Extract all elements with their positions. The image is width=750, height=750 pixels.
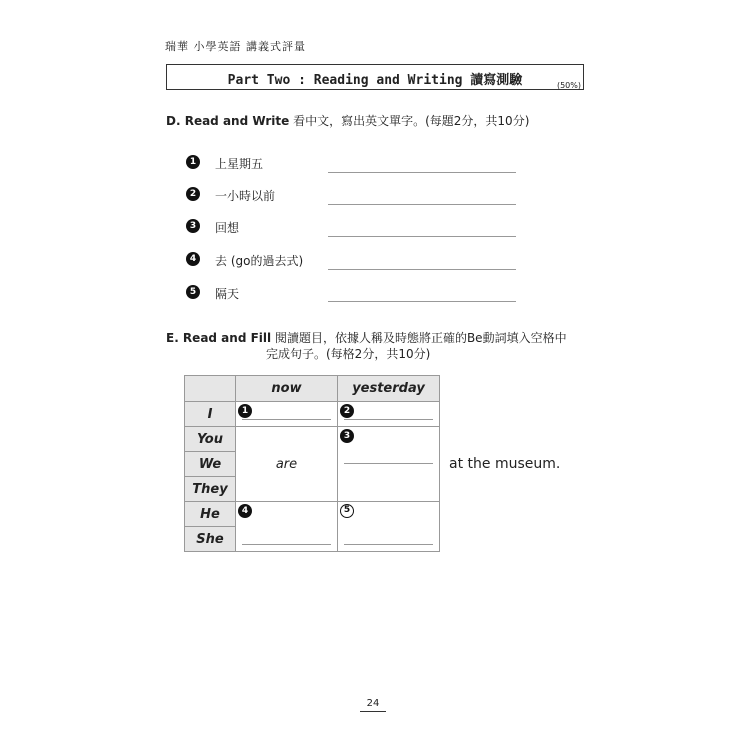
blank-number-badge: 4 xyxy=(238,504,252,518)
answer-line[interactable] xyxy=(328,269,516,270)
row-label-we: We xyxy=(185,452,236,477)
question-text: 回想 xyxy=(215,221,240,235)
sentence-ending: at the museum. xyxy=(449,456,561,472)
table-corner-cell xyxy=(185,376,236,402)
be-verb-table xyxy=(184,375,440,552)
blank-cell-2[interactable] xyxy=(338,402,440,427)
question-text: 去 (go的過去式) xyxy=(215,254,304,268)
row-label-she: She xyxy=(185,527,236,552)
page-number: 24 xyxy=(360,698,386,712)
answer-line[interactable] xyxy=(328,301,516,302)
blank-number-badge: 1 xyxy=(238,404,252,418)
answer-line[interactable] xyxy=(344,544,433,545)
section-d-label: D. Read and Write xyxy=(166,114,290,128)
answer-line[interactable] xyxy=(344,419,433,420)
section-d-instruction: 看中文，寫出英文單字。(每題2分，共10分) xyxy=(293,114,530,128)
question-text: 上星期五 xyxy=(215,157,264,171)
row-label-they: They xyxy=(185,477,236,502)
question-number-badge: 4 xyxy=(186,252,200,266)
answer-line[interactable] xyxy=(242,544,331,545)
section-e-label: E. Read and Fill xyxy=(166,331,272,345)
part-title-box xyxy=(166,64,584,90)
question-number-badge: 3 xyxy=(186,219,200,233)
part-score: (50%) xyxy=(556,81,581,90)
question-text: 隔天 xyxy=(215,287,240,301)
question-text: 一小時以前 xyxy=(215,189,276,203)
part-title: Part Two : Reading and Writing 讀寫測驗 xyxy=(227,73,523,88)
section-e-instruction-line2: 完成句子。(每格2分，共10分) xyxy=(266,347,431,361)
blank-number-badge: 2 xyxy=(340,404,354,418)
question-number-badge: 1 xyxy=(186,155,200,169)
blank-number-badge: 5 xyxy=(340,504,354,518)
book-header: 瑞華 小學英語 講義式評量 xyxy=(165,40,306,53)
blank-number-badge: 3 xyxy=(340,429,354,443)
blank-cell-1[interactable] xyxy=(236,402,338,427)
are-cell: are xyxy=(236,427,338,502)
answer-line[interactable] xyxy=(328,172,516,173)
question-number-badge: 2 xyxy=(186,187,200,201)
row-label-he: He xyxy=(185,502,236,527)
answer-line[interactable] xyxy=(242,419,331,420)
blank-cell-5[interactable] xyxy=(338,502,440,552)
section-e-heading xyxy=(166,329,567,346)
blank-cell-4[interactable] xyxy=(236,502,338,552)
row-label-i: I xyxy=(185,402,236,427)
section-e-instruction-line1: 閱讀題目，依據人稱及時態將正確的Be動詞填入空格中 xyxy=(274,331,567,345)
answer-line[interactable] xyxy=(328,236,516,237)
answer-line[interactable] xyxy=(328,204,516,205)
section-d-heading xyxy=(166,112,529,129)
answer-line[interactable] xyxy=(344,463,433,464)
question-number-badge: 5 xyxy=(186,285,200,299)
column-header-yesterday: yesterday xyxy=(338,376,440,402)
row-label-you: You xyxy=(185,427,236,452)
column-header-now: now xyxy=(236,376,338,402)
blank-cell-3[interactable] xyxy=(338,427,440,502)
